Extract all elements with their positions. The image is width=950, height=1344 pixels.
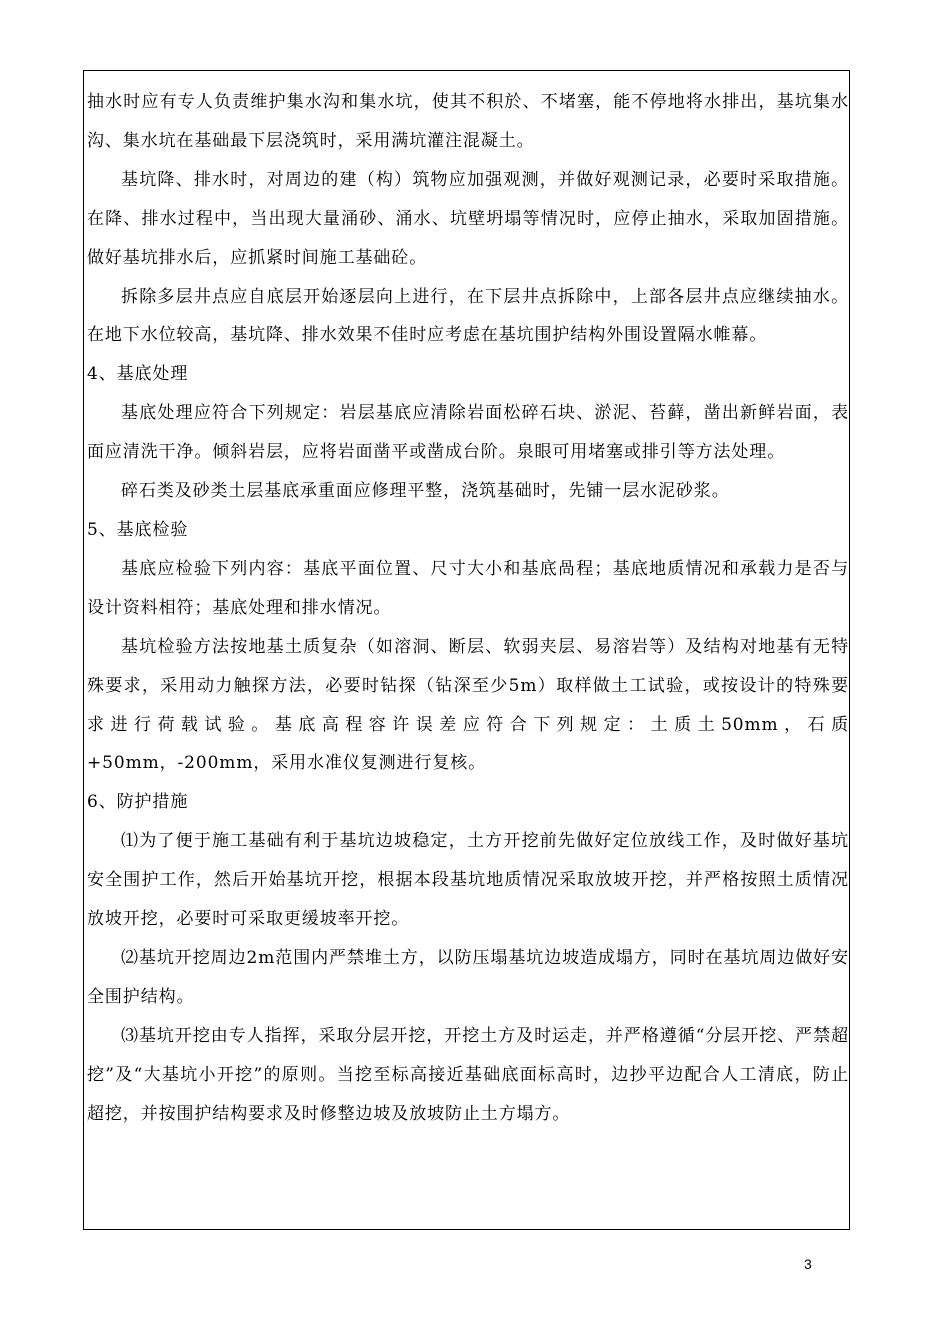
paragraph-protection-3: ⑶基坑开挖由专人指挥，采取分层开挖，开挖土方及时运走，并严格遵循“分层开挖、严禁超挖”及“大基坑小开挖”的原则。当挖至标高接近基础底面标高时，边抄平边配合人工清底，防止超挖，并按围护结构要求及时修整边坡及放坡防止土方塌方。 xyxy=(87,1025,849,1124)
section-heading-base-treatment: 4、基底处理 xyxy=(87,364,189,385)
paragraph-drainage-maintenance: 抽水时应有专人负责维护集水沟和集水坑，使其不积於、不堵塞，能不停地将水排出，基坑集水沟、集水坑在基础最下层浇筑时，采用满坑灌注混凝土。 xyxy=(87,92,849,151)
page-number: 3 xyxy=(804,1256,812,1272)
section-heading-base-inspection: 5、基底检验 xyxy=(87,519,189,540)
paragraph-wellpoint-removal: 拆除多层井点应自底层开始逐层向上进行，在下层井点拆除中，上部各层井点应继续抽水。在地下水位较高，基坑降、排水效果不佳时应考虑在基坑围护结构外围设置隔水帷幕。 xyxy=(87,286,849,346)
page-frame xyxy=(83,70,850,1230)
document-body xyxy=(87,83,849,1133)
paragraph-inspection-items: 基底应检验下列内容：基底平面位置、尺寸大小和基底咼程；基底地质情况和承载力是否与设计资料相符；基底处理和排水情况。 xyxy=(87,558,849,618)
paragraph-rock-base-treatment: 基底处理应符合下列规定：岩层基底应清除岩面松碎石块、淤泥、苔藓，凿出新鲜岩面，表面应清洗干净。倾斜岩层，应将岩面凿平或凿成台阶。泉眼可用堵塞或排引等方法处理。 xyxy=(87,403,849,463)
section-heading-protection: 6、防护措施 xyxy=(87,792,189,813)
paragraph-inspection-method: 基坑检验方法按地基土质复杂（如溶洞、断层、软弱夹层、易溶岩等）及结构对地基有无特殊要求，采用动力触探方法，必要时钻探（钻深至少5m）取样做土工试验，或按设计的特殊要求进行荷载试验。基底高程容许误差应符合下列规定：土质土50mm，石质+50mm，-200mm，采用水准仪复测进行复核。 xyxy=(87,636,849,774)
paragraph-protection-2: ⑵基坑开挖周边2m范围内严禁堆土方，以防压塌基坑边坡造成塌方，同时在基坑周边做好安全围护结构。 xyxy=(87,947,849,1007)
paragraph-dewatering-observation: 基坑降、排水时，对周边的建（构）筑物应加强观测，并做好观测记录，必要时采取措施。在降、排水过程中，当出现大量涌砂、涌水、坑壁坍塌等情况时，应停止抽水，采取加固措施。做好基坑排水后，应抓紧时间施工基础砼。 xyxy=(87,169,849,268)
paragraph-gravel-base: 碎石类及砂类土层基底承重面应修理平整，浇筑基础时，先铺一层水泥砂浆。 xyxy=(121,481,730,502)
paragraph-protection-1: ⑴为了便于施工基础有利于基坑边坡稳定，土方开挖前先做好定位放线工作，及时做好基坑安全围护工作，然后开始基坑开挖，根据本段基坑地质情况采取放坡开挖，并严格按照土质情况放坡开挖，必要时可采取更缓坡率开挖。 xyxy=(87,831,849,930)
